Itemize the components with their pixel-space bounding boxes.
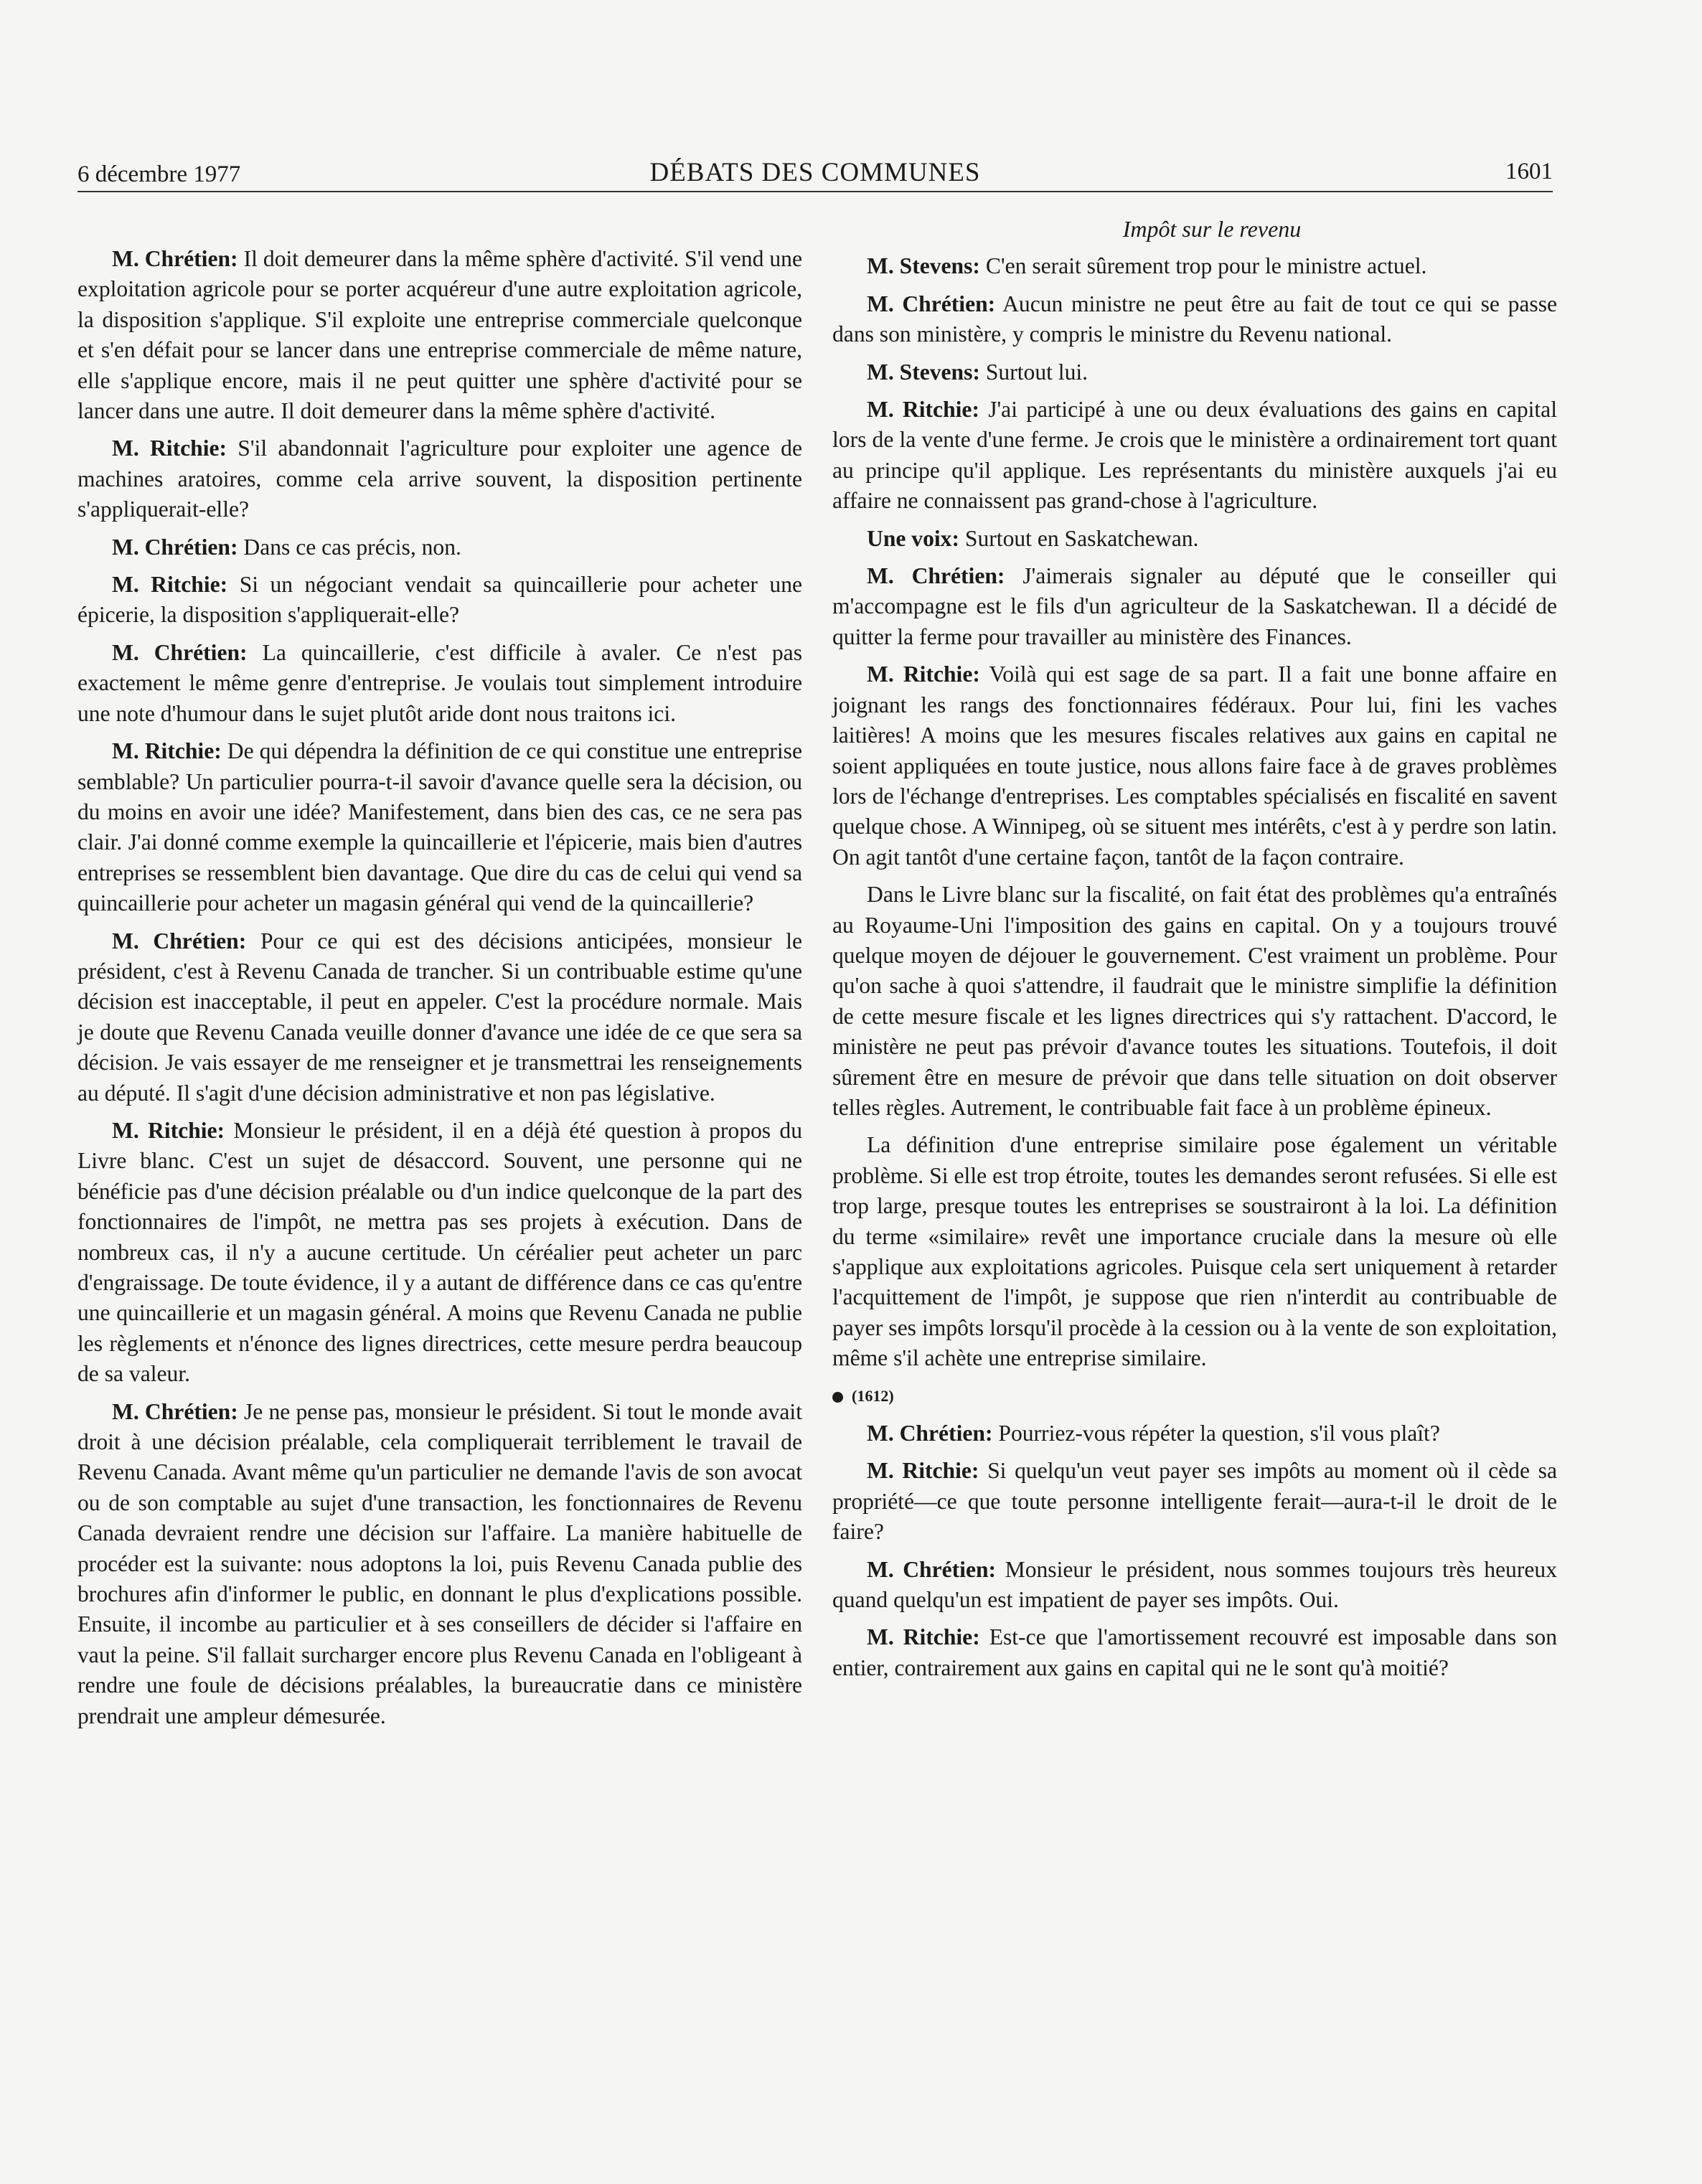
speaker-name: M. Ritchie: — [867, 1458, 979, 1484]
speech-text: Voilà qui est sage de sa part. Il a fait une bonne affaire en joignant les rangs des fonctionnaires fédéraux. Pour lui, fini les vaches laitières! A moins que les mesures fiscales relatives aux gains en capital ne soient appliquées en toute justice, nous allons faire face à de graves problèmes lors de l'échange d'entreprises. Les comptables spécialisés en fiscalité en savent quelque chose. A Winnipeg, où se situent mes intérêts, c'est à y perdre son latin. On agit tantôt d'une certaine façon, tantôt de la façon contraire. — [832, 662, 1558, 870]
speech-paragraph — [832, 1418, 1557, 1449]
speaker-name: M. Chrétien: — [112, 928, 247, 954]
speech-text: Si un négociant vendait sa quincaillerie pour acheter une épicerie, la disposition s'appliquerait-elle? — [77, 572, 803, 628]
time-marker-text: (1612) — [852, 1386, 894, 1405]
speech-paragraph — [832, 1622, 1557, 1683]
speaker-name: M. Ritchie: — [112, 572, 228, 598]
right-column-part-b — [832, 1418, 1557, 1683]
speaker-name: M. Chrétien: — [112, 1398, 238, 1424]
right-column — [832, 214, 1557, 1690]
speech-text: Monsieur le président, il en a déjà été question à propos du Livre blanc. C'est un sujet de désaccord. Souvent, une personne qui ne bénéficie pas d'une décision préalable ou d'un indice quelconque de la part des fonctionnaires de l'impôt, ne mettra pas ses projets à exécution. Dans de nombreux cas, il n'y a aucune certitude. Un céréalier peut acheter un parc d'engraissage. De toute évidence, il y a autant de différence dans ce cas qu'entre une quincaillerie et un magasin général. A moins que Revenu Canada ne publie les règlements et n'énonce des lignes directrices, cette mesure perdra beaucoup de sa valeur. — [77, 1117, 803, 1387]
speech-paragraph — [832, 524, 1557, 554]
speech-text: S'il abandonnait l'agriculture pour exploiter une agence de machines aratoires, comme cela arrive souvent, la disposition pertinente s'appliquerait-elle? — [77, 436, 802, 522]
left-column — [77, 244, 802, 1738]
speech-text: Je ne pense pas, monsieur le président. Si tout le monde avait droit à une décision préalable, cela compliquerait terriblement le travail de Revenu Canada. Avant même qu'un particulier ne demande l'avis de son avocat ou de son comptable au sujet d'une transaction, les fonctionnaires de Revenu Canada devraient rendre une décision sur l'affaire. La manière habituelle de procéder est la suivante: nous adoptons la loi, puis Revenu Canada publie des brochures afin d'informer le public, en donnant le plus d'explications possible. Ensuite, il incombe au particulier et à ses conseillers de décider si l'affaire en vaut la peine. S'il fallait surcharger encore plus Revenu Canada en l'obligeant à rendre une foule de décisions préalables, la bureaucratie dans ce ministère prendrait une ampleur démesurée. — [77, 1398, 802, 1728]
speech-text: Dans le Livre blanc sur la fiscalité, on fait état des problèmes qu'a entraînés au Royaume-Uni l'imposition des gains en capital. On y a toujours trouvé quelque moyen de déjouer le gouvernement. C'est vraiment un problème. Pour qu'on sache à quoi s'attendre, il faudrait que le ministre simplifie la définition de cette mesure fiscale et les lignes directrices qui s'y rattachent. D'accord, le ministère ne peut pas prévoir d'avance toutes les situations. Toutefois, il doit sûrement être en mesure de prévoir que dans telle situation on doit observer telles règles. Autrement, le contribuable fait face à un problème épineux. — [832, 882, 1557, 1120]
speaker-name: M. Stevens: — [867, 253, 980, 279]
speaker-name: Une voix: — [867, 525, 959, 551]
speech-text: J'aimerais signaler au député que le conseiller qui m'accompagne est le fils d'un agriculteur de la Saskatchewan. Il a décidé de quitter la ferme pour travailler au ministère des Finances. — [832, 563, 1558, 649]
time-marker — [832, 1381, 1557, 1411]
speaker-name: M. Ritchie: — [867, 662, 980, 687]
speech-paragraph — [832, 1555, 1557, 1616]
speaker-name: M. Chrétien: — [867, 1556, 997, 1582]
speech-text: C'en serait sûrement trop pour le ministre actuel. — [985, 253, 1427, 279]
speech-paragraph — [77, 532, 802, 563]
right-column-part-a — [832, 251, 1557, 1373]
speech-paragraph — [77, 570, 802, 631]
speech-paragraph — [832, 659, 1557, 872]
speech-paragraph — [832, 251, 1557, 281]
speech-paragraph — [77, 1116, 802, 1390]
speech-text: Dans ce cas précis, non. — [243, 534, 461, 560]
speaker-name: M. Ritchie: — [112, 1117, 225, 1143]
speaker-name: M. Ritchie: — [112, 436, 227, 461]
speaker-name: M. Stevens: — [867, 359, 980, 385]
speech-paragraph — [832, 561, 1557, 652]
speech-paragraph — [77, 1397, 802, 1731]
speech-text: Est-ce que l'amortissement recouvré est imposable dans son entier, contrairement aux gains en capital qui ne le sont qu'à moitié? — [832, 1624, 1557, 1680]
speech-paragraph — [77, 638, 802, 729]
speech-paragraph — [832, 1130, 1557, 1373]
speech-text: De qui dépendra la définition de ce qui constitue une entreprise semblable? Un particulier pourra-t-il savoir d'avance quelle sera la décision, ou du moins en avoir une idée? Manifestement, dans bien des cas, ce ne sera pas clair. J'ai donné comme exemple la quincaillerie et l'épicerie, mais bien d'autres entreprises se ressemblent bien davantage. Que dire du cas de celui qui vend sa quincaillerie pour acheter un magasin général qui vend de la quincaillerie? — [77, 738, 802, 916]
header-title: DÉBATS DES COMMUNES — [649, 158, 981, 187]
speech-text: La quincaillerie, c'est difficile à avaler. Ce n'est pas exactement le même genre d'entreprise. Je voulais tout simplement introduire une note d'humour dans le sujet plutôt aride dont nous traitons ici. — [77, 639, 802, 726]
speech-text: Surtout en Saskatchewan. — [964, 525, 1199, 551]
speech-text: Pourriez-vous répéter la question, s'il vous plaît? — [998, 1421, 1440, 1446]
speech-text: Il doit demeurer dans la même sphère d'activité. S'il vend une exploitation agricole pour se porter acquéreur d'une autre exploitation agricole, la disposition s'applique. S'il exploite une entreprise commerciale quelconque et s'en défait pour se lancer dans une entreprise commerciale de même nature, elle s'applique encore, mais il ne peut quitter une sphère d'activité pour se lancer dans une autre. Il doit demeurer dans la même sphère d'activité. — [77, 246, 802, 424]
speech-paragraph — [832, 1456, 1557, 1547]
speaker-name: M. Chrétien: — [867, 291, 996, 316]
bullet-icon — [832, 1392, 843, 1403]
speaker-name: M. Ritchie: — [112, 738, 222, 764]
speech-paragraph — [77, 244, 802, 426]
speech-text: Surtout lui. — [985, 359, 1089, 385]
speech-text: J'ai participé à une ou deux évaluations des gains en capital lors de la vente d'une ferme. Je crois que le ministère a ordinairement tort quant au principe qu'il applique. Les représentants du ministère auxquels j'ai eu affaire ne connaissent pas grand-chose à l'agriculture. — [832, 397, 1557, 514]
speaker-name: M. Ritchie: — [867, 397, 979, 423]
speaker-name: M. Chrétien: — [867, 1421, 993, 1446]
section-subhead: Impôt sur le revenu — [1122, 216, 1302, 242]
speech-paragraph — [832, 880, 1557, 1123]
speech-text: Pour ce qui est des décisions anticipées, monsieur le président, c'est à Revenu Canada de trancher. Si un contribuable estime qu'une décision est inacceptable, il peut en appeler. C'est la procédure normale. Mais je doute que Revenu Canada veuille donner d'avance une idée de ce que sera sa décision. Je vais essayer de me renseigner et je transmettrai les renseignements au député. Il s'agit d'une décision administrative et non pas législative. — [77, 928, 802, 1106]
page-number: 1601 — [1505, 159, 1553, 184]
speaker-name: M. Chrétien: — [112, 534, 238, 560]
speech-paragraph — [832, 357, 1557, 387]
speech-text: Si quelqu'un veut payer ses impôts au moment où il cède sa propriété—ce que toute personne intelligente ferait—aura-t-il le droit de le faire? — [832, 1458, 1557, 1545]
speech-paragraph — [832, 395, 1557, 517]
header-date: 6 décembre 1977 — [77, 161, 241, 187]
speech-paragraph — [77, 926, 802, 1109]
speaker-name: M. Chrétien: — [112, 246, 238, 271]
speech-text: Aucun ministre ne peut être au fait de tout ce qui se passe dans son ministère, y compris le ministre du Revenu national. — [832, 291, 1558, 347]
speech-paragraph — [77, 736, 802, 918]
speech-paragraph — [832, 289, 1557, 350]
speaker-name: M. Ritchie: — [867, 1624, 980, 1650]
speaker-name: M. Chrétien: — [112, 639, 248, 665]
speech-paragraph — [77, 433, 802, 524]
speech-text: La définition d'une entreprise similaire pose également un véritable problème. Si elle est trop étroite, toutes les demandes seront refusées. Si elle est trop large, presque toutes les entreprises se soustrairont à la loi. La définition du terme «similaire» revêt une importance cruciale dans la mesure où elle s'applique aux exploitations agricoles. Puisque cela sert uniquement à retarder l'acquittement de l'impôt, je suppose que rien n'interdit au contribuable de payer ses impôts lorsqu'il procède à la cession ou à la vente de son exploitation, même s'il achète une entreprise similaire. — [832, 1132, 1557, 1371]
speech-text: Monsieur le président, nous sommes toujours très heureux quand quelqu'un est impatient de payer ses impôts. Oui. — [832, 1556, 1557, 1613]
speaker-name: M. Chrétien: — [867, 563, 1005, 589]
page-header — [77, 154, 1553, 192]
